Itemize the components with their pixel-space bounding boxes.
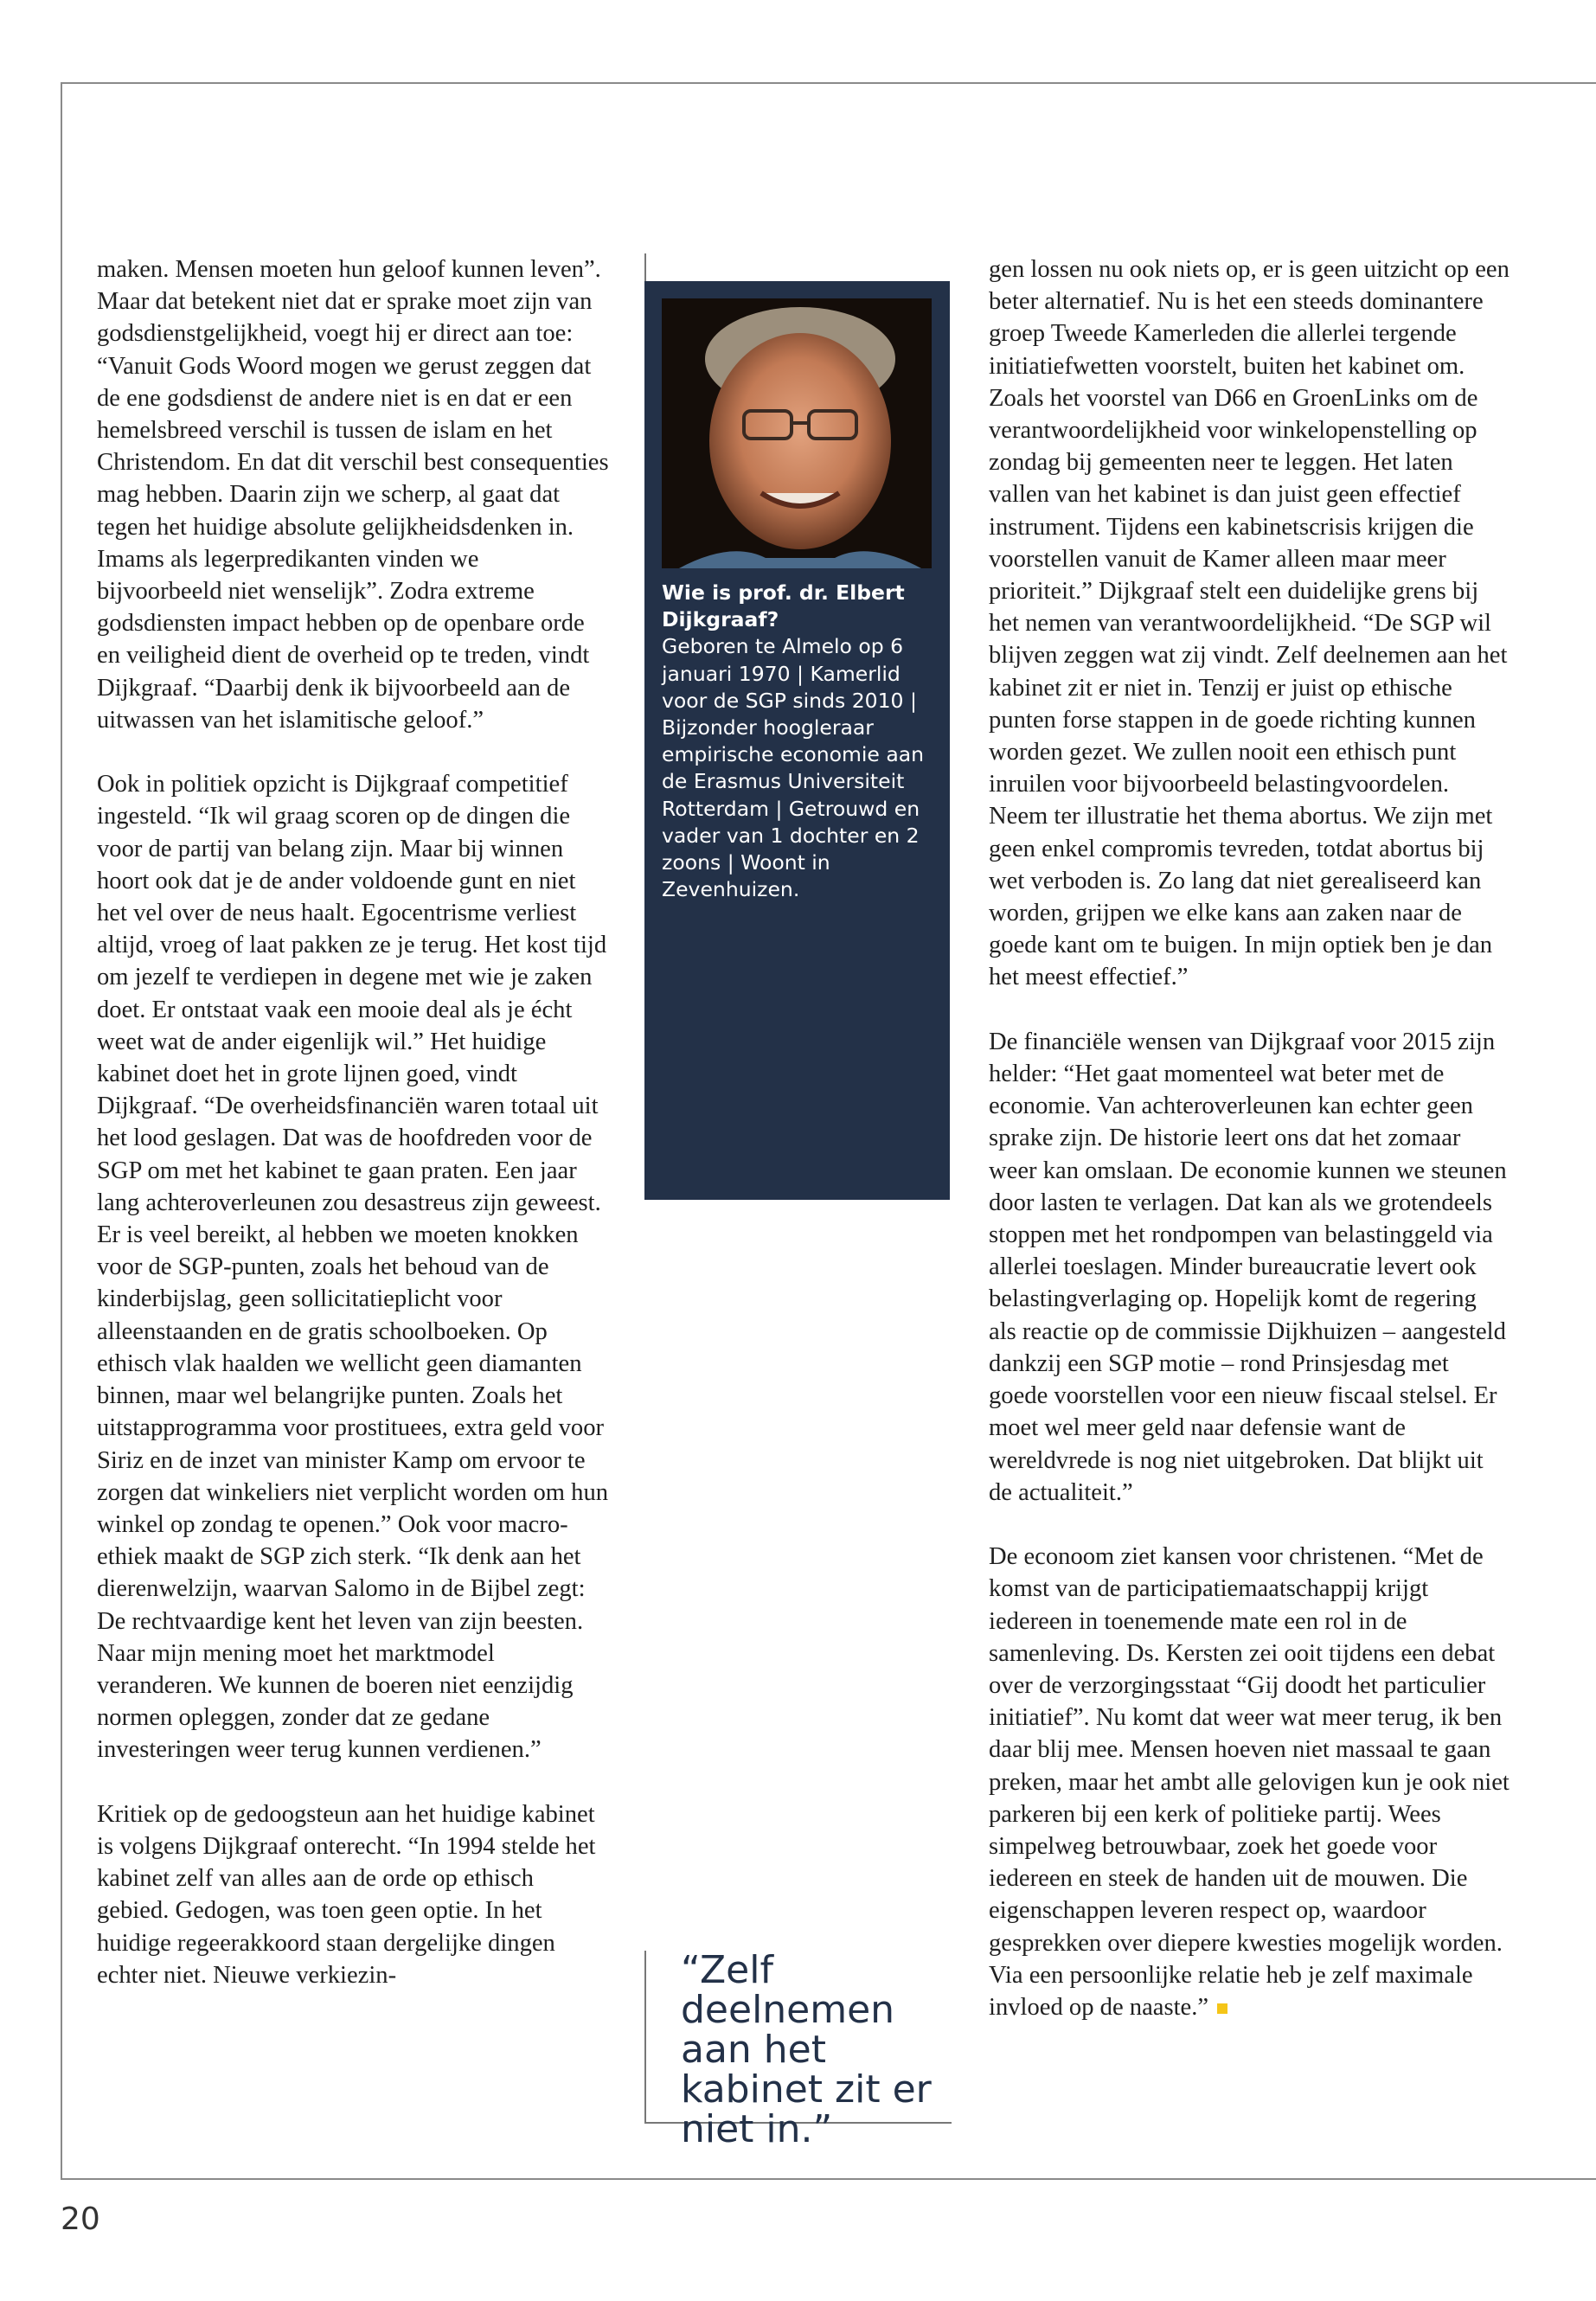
article-paragraph: De financiële wensen van Dijkgraaf voor 2015 zijn helder: “Het gaat momenteel wat beter met de economie. Van achteroverleunen kan echter geen sprake zijn. De historie leert ons dat het zomaar weer kan omslaan. De economie kunnen we steunen door lasten te verlagen. Dat kan als we grotendeels stoppen met het rondpompen van belastinggeld via allerlei toeslagen. Minder bureaucratie levert ook belastingverlaging op. Hopelijk komt de regering als reactie op de commissie Dijkhuizen – aangesteld dankzij een SGP motie – rond Prinsjesdag met goede voorstellen voor een nieuw fiscaal stelsel. Er moet wel meer geld naar defensie want de wereldvrede is nog niet uitgebroken. Dat blijkt uit de actualiteit.” [989,1028,1507,1506]
article-paragraph: Kritiek op de gedoogsteun aan het huidige kabinet is volgens Dijkgraaf onterecht. “In 1994 stelde het kabinet zelf van alles aan de orde op ethisch gebied. Gedogen, was toen geen optie. In het huidige regeerakkoord staan dergelijke dingen echter niet. Nieuwe verkiezin- [97,1800,596,1989]
portrait-photo [662,298,932,568]
portrait-photo-icon [662,298,932,568]
article-column-left [97,253,609,1991]
sidebar-infobox [644,253,950,945]
divider [644,1951,646,2124]
page-number: 20 [61,2202,100,2237]
article-paragraph: maken. Mensen moeten hun geloof kunnen leven”. Maar dat betekent niet dat er sprake moet zijn van godsdienstgelijkheid, voegt hij er direct aan toe: “Vanuit Gods Woord mogen we gerust zeggen dat de ene godsdienst de andere niet is en dat er een hemelsbreed verschil is tussen de islam en het Christendom. En dat dit verschil best consequenties mag hebben. Daarin zijn we scherp, al gaat dat tegen het huidige absolute gelijkheidsdenken in. Imams als legerpredikanten vinden we bijvoorbeeld niet wenselijk”. Zodra extreme godsdiensten impact hebben op de openbare orde en veiligheid dient de overheid op te treden, vindt Dijkgraaf. “Daarbij denk ik bijvoorbeeld aan de uitwassen van het islamitische geloof.” [97,256,609,734]
article-paragraph: Ook in politiek opzicht is Dijkgraaf competitief ingesteld. “Ik wil graag scoren op de dingen die voor de partij van belang zijn. Maar bij winnen hoort ook dat je de ander voldoende gunt en niet het vel over de neus haalt. Egocentrisme verliest altijd, vroeg of laat pakken ze je terug. Het kost tijd om jezelf te verdiepen in degene met wie je zaken doet. Er ontstaat vaak een mooie deal als je écht weet wat de ander eigenlijk wil.” Het huidige kabinet doet het in grote lijnen goed, vindt Dijkgraaf. “De overheidsfinanciën waren totaal uit het lood geslagen. Dat was de hoofdreden voor de SGP om met het kabinet te gaan praten. Een jaar lang achteroverleunen zou desastreus zijn geweest. Er is veel bereikt, al hebben we moeten knokken voor de SGP-punten, zoals het behoud van de kinderbijslag, geen sollicitatieplicht voor alleenstaanden en de gratis schoolboeken. Op ethisch vlak haalden we wellicht geen diamanten binnen, maar wel belangrijke punten. Zoals het uitstapprogramma voor prostituees, extra geld voor Siriz en de inzet van minister Kamp om ervoor te zorgen dat winkeliers niet verplicht worden om hun winkel op zondag te openen.” Ook voor macro-ethiek maakt de SGP zich sterk. “Ik denk aan het dierenwelzijn, waarvan Salomo in de Bijbel zegt: De rechtvaardige kent het leven van zijn beesten. Naar mijn mening moet het marktmodel veranderen. We kunnen de boeren niet eenzijdig normen opleggen, zonder dat ze gedane investeringen weer terug kunnen verdienen.” [97,771,609,1764]
end-mark-icon [1217,2003,1227,2014]
article-column-right [989,253,1509,2023]
sidebar-title: Wie is prof. dr. Elbert Dijkgraaf? [662,580,905,632]
divider [644,253,646,281]
pull-quote: “Zelf deelnemen aan het kabinet zit er niet in.” [681,1948,932,2151]
sidebar-body: Geboren te Almelo op 6 januari 1970 | Kamerlid voor de SGP sinds 2010 | Bijzonder hoogleraar empirische economie aan de Erasmus Universiteit Rotterdam | Getrouwd en vader van 1 dochter en 2 zoons | Woont in Zevenhuizen. [662,634,925,902]
pull-quote-box [644,1948,952,2151]
infobox-panel [644,281,950,1200]
article-paragraph: De econoom ziet kansen voor christenen. “Met de komst van de participatiemaatschappij krijgt iedereen in toenemende mate een rol in de samenleving. Ds. Kersten zei ooit tijdens een debat over de verzorgingsstaat “Gij doodt het particulier initiatief”. Nu komt dat weer wat meer terug, ik ben daar blij mee. Mensen hoeven niet massaal te gaan preken, maar het ambt alle gelovigen kun je ook niet parkeren bij een kerk of politieke partij. Wees simpelweg betrouwbaar, zoek het goede voor iedereen en steek de handen uit de mouwen. Die eigenschappen leveren respect op, waardoor gesprekken over diepere kwesties mogelijk worden. Via een persoonlijke relatie heb je zelf maximale invloed op de naaste.” [989,1543,1509,2021]
article-paragraph: gen lossen nu ook niets op, er is geen uitzicht op een beter alternatief. Nu is het een steeds dominantere groep Tweede Kamerleden die allerlei tergende initiatiefwetten voorstelt, buiten het kabinet om. Zoals het voorstel van D66 en GroenLinks om de verantwoordelijkheid voor winkelopenstelling op zondag bij gemeenten neer te leggen. Het laten vallen van het kabinet is dan juist geen effectief instrument. Tijdens een kabinetscrisis krijgen die voorstellen vanuit de Kamer alleen maar meer prioriteit.” Dijkgraaf stelt een duidelijke grens bij het nemen van verantwoordelijkheid. “De SGP wil blijven zeggen wat zij vindt. Zelf deelnemen aan het kabinet zit er niet in. Tenzij er juist op ethische punten forse stappen in de goede richting kunnen worden gezet. We zullen nooit een ethisch punt inruilen voor bijvoorbeeld belastingvoordelen. Neem ter illustratie het thema abortus. We zijn met geen enkel compromis tevreden, totdat abortus bij wet verboden is. Zo lang dat niet gerealiseerd kan worden, grijpen we elke kans aan zaken naar de goede kant om te buigen. In mijn optiek ben je dan het meest effectief.” [989,256,1509,991]
